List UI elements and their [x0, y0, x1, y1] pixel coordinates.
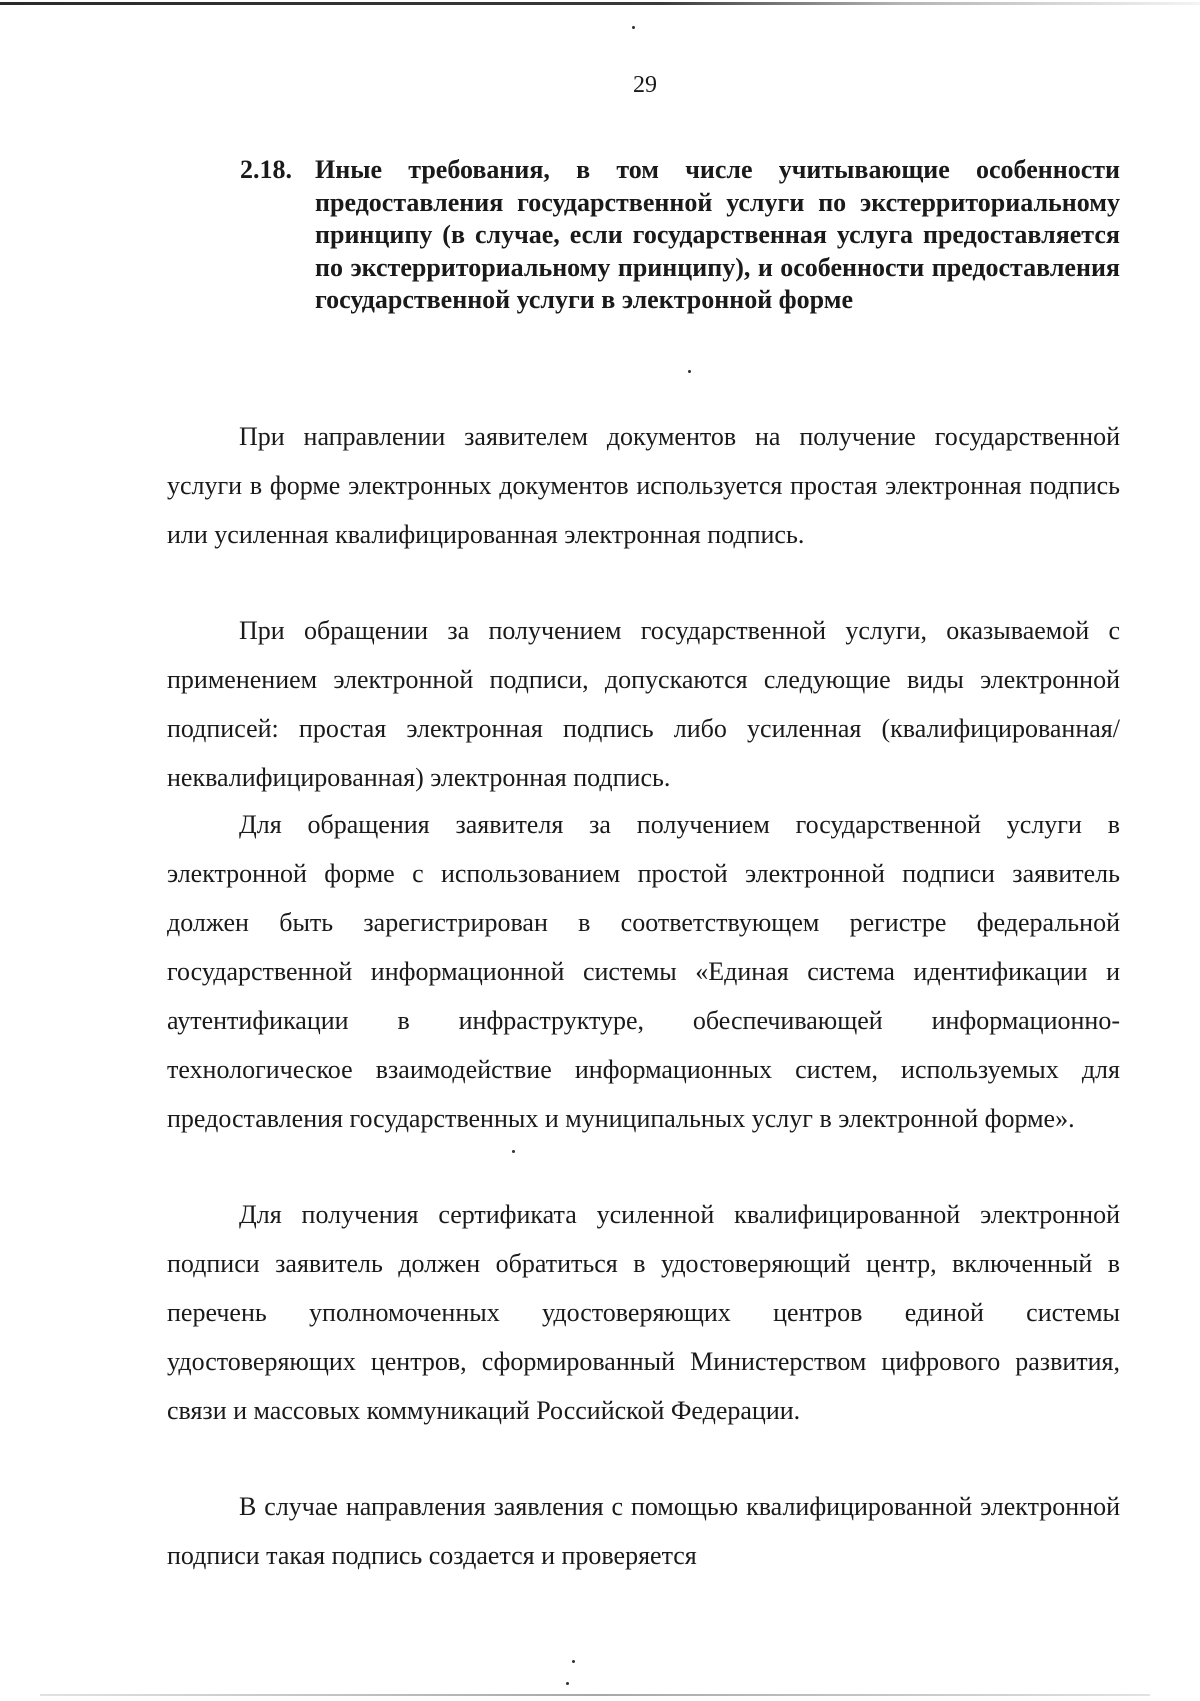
paragraph-qualified-signature-check: В случае направления заявления с помощью квалифицированной электронной подписи такая подпись создается и проверяется [167, 1492, 1120, 1570]
paragraph-esia-registration: Для обращения заявителя за получением государственной услуги в электронной форме с использованием простой электронной подписи заявитель должен быть зарегистрирован в соответствующем регистре федеральной государственной информационной системы «Единая система идентификации и аутентификации в инфраструктуре, обеспечивающей информационно-технологическое взаимодействие информационных систем, используемых для предоставления государственных и муниципальных услуг в электронной форме». [167, 810, 1120, 1133]
scan-speck [512, 1150, 515, 1153]
scan-speck [632, 26, 635, 29]
section-title: Иные требования, в том числе учитывающие особенности предоставления государственной услуги по экстерриториальному принципу (в случае, если государственная услуга предоставляется по экстерриториальному принципу), и особенности предоставления государственной услуги в электронной форме [315, 155, 1120, 315]
scan-top-edge-line [0, 2, 1200, 5]
page-number: 29 [633, 72, 657, 98]
scan-speck [688, 370, 691, 373]
scan-bottom-edge-line [40, 1694, 1150, 1696]
section-number: 2.18. [240, 155, 292, 184]
paragraph-allowed-signatures: При обращении за получением государственной услуги, оказываемой с применением электронной подписи, допускаются следующие виды электронной подписей: простая электронная подпись либо усиленная (квалифицированная/неквалифицированная) электронная подпись. [167, 616, 1120, 792]
paragraph-certificate-center: Для получения сертификата усиленной квалифицированной электронной подписи заявитель должен обратиться в удостоверяющий центр, включенный в перечень уполномоченных удостоверяющих центров единой системы удостоверяющих центров, сформированный Министерством цифрового развития, связи и массовых коммуникаций Российской Федерации. [167, 1200, 1120, 1425]
paragraph-signature-types-general: При направлении заявителем документов на получение государственной услуги в форме электронных документов используется простая электронная подпись или усиленная квалифицированная электронная подпись. [167, 422, 1120, 549]
scan-speck [566, 1682, 569, 1685]
section-heading [240, 154, 1120, 317]
scan-speck [572, 1660, 575, 1663]
